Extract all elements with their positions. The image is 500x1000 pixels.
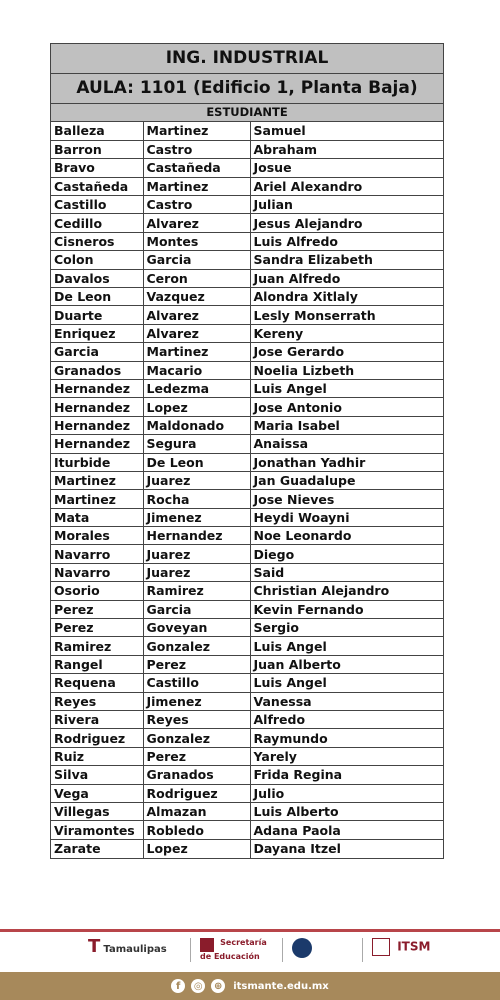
paternal-surname-cell: Hernandez [51, 435, 143, 453]
maternal-surname-cell: Reyes [143, 711, 250, 729]
table-row [51, 416, 443, 434]
instagram-icon[interactable]: ◎ [191, 979, 205, 993]
paternal-surname-cell: Barron [51, 140, 143, 158]
table-row [51, 839, 443, 857]
paternal-surname-cell: Requena [51, 674, 143, 692]
table-row [51, 729, 443, 747]
paternal-surname-cell: Martinez [51, 471, 143, 489]
maternal-surname-cell: Alvarez [143, 324, 250, 342]
logo-separator [282, 938, 283, 962]
paternal-surname-cell: Cedillo [51, 214, 143, 232]
paternal-surname-cell: Iturbide [51, 453, 143, 471]
maternal-surname-cell: Segura [143, 435, 250, 453]
given-name-cell: Kereny [250, 324, 443, 342]
table-row [51, 232, 443, 250]
table-row [51, 343, 443, 361]
maternal-surname-cell: Macario [143, 361, 250, 379]
website-link[interactable]: itsmante.edu.mx [233, 980, 329, 992]
paternal-surname-cell: Hernandez [51, 416, 143, 434]
given-name-cell: Sergio [250, 619, 443, 637]
table-row [51, 379, 443, 397]
paternal-surname-cell: Zarate [51, 839, 143, 857]
given-name-cell: Josue [250, 159, 443, 177]
paternal-surname-cell: Balleza [51, 122, 143, 140]
paternal-surname-cell: Perez [51, 600, 143, 618]
table-row [51, 747, 443, 765]
paternal-surname-cell: Ruiz [51, 747, 143, 765]
maternal-surname-cell: Rodriguez [143, 784, 250, 802]
facebook-icon[interactable]: f [171, 979, 185, 993]
given-name-cell: Said [250, 563, 443, 581]
paternal-surname-cell: Vega [51, 784, 143, 802]
paternal-surname-cell: Castillo [51, 196, 143, 214]
table-row [51, 821, 443, 839]
paternal-surname-cell: Navarro [51, 563, 143, 581]
maternal-surname-cell: Jimenez [143, 692, 250, 710]
logo-bar [0, 932, 500, 972]
paternal-surname-cell: Garcia [51, 343, 143, 361]
paternal-surname-cell: Colon [51, 251, 143, 269]
table-row [51, 655, 443, 673]
table-row [51, 196, 443, 214]
maternal-surname-cell: Gonzalez [143, 729, 250, 747]
given-name-cell: Lesly Monserrath [250, 306, 443, 324]
table-row [51, 784, 443, 802]
given-name-cell: Luis Angel [250, 379, 443, 397]
paternal-surname-cell: Osorio [51, 582, 143, 600]
paternal-surname-cell: Castañeda [51, 177, 143, 195]
given-name-cell: Noe Leonardo [250, 527, 443, 545]
given-name-cell: Jan Guadalupe [250, 471, 443, 489]
paternal-surname-cell: Viramontes [51, 821, 143, 839]
table-row [51, 619, 443, 637]
maternal-surname-cell: Alvarez [143, 214, 250, 232]
paternal-surname-cell: Rivera [51, 711, 143, 729]
table-row [51, 361, 443, 379]
given-name-cell: Ariel Alexandro [250, 177, 443, 195]
table-row [51, 214, 443, 232]
table-row [51, 251, 443, 269]
given-name-cell: Frida Regina [250, 766, 443, 784]
given-name-cell: Juan Alberto [250, 655, 443, 673]
given-name-cell: Kevin Fernando [250, 600, 443, 618]
paternal-surname-cell: Perez [51, 619, 143, 637]
paternal-surname-cell: Duarte [51, 306, 143, 324]
maternal-surname-cell: Martinez [143, 343, 250, 361]
paternal-surname-cell: Martinez [51, 490, 143, 508]
table-row [51, 324, 443, 342]
maternal-surname-cell: Castañeda [143, 159, 250, 177]
maternal-surname-cell: Perez [143, 655, 250, 673]
paternal-surname-cell: Silva [51, 766, 143, 784]
paternal-surname-cell: Ramirez [51, 637, 143, 655]
given-name-cell: Jose Nieves [250, 490, 443, 508]
table-row [51, 471, 443, 489]
student-list-sheet [50, 43, 444, 859]
maternal-surname-cell: Castro [143, 196, 250, 214]
given-name-cell: Yarely [250, 747, 443, 765]
table-row [51, 453, 443, 471]
table-row [51, 490, 443, 508]
table-row [51, 766, 443, 784]
maternal-surname-cell: Perez [143, 747, 250, 765]
maternal-surname-cell: Garcia [143, 600, 250, 618]
given-name-cell: Luis Angel [250, 674, 443, 692]
maternal-surname-cell: Granados [143, 766, 250, 784]
maternal-surname-cell: Juarez [143, 471, 250, 489]
paternal-surname-cell: Villegas [51, 802, 143, 820]
table-row [51, 140, 443, 158]
given-name-cell: Christian Alejandro [250, 582, 443, 600]
maternal-surname-cell: Martinez [143, 177, 250, 195]
paternal-surname-cell: Bravo [51, 159, 143, 177]
table-row [51, 269, 443, 287]
logo-separator [362, 938, 363, 962]
maternal-surname-cell: Ledezma [143, 379, 250, 397]
given-name-cell: Vanessa [250, 692, 443, 710]
secretaria-logo: Secretaría de Educación [200, 938, 267, 961]
maternal-surname-cell: Juarez [143, 563, 250, 581]
given-name-cell: Alfredo [250, 711, 443, 729]
maternal-surname-cell: Robledo [143, 821, 250, 839]
given-name-cell: Jose Antonio [250, 398, 443, 416]
given-name-cell: Maria Isabel [250, 416, 443, 434]
maternal-surname-cell: Jimenez [143, 508, 250, 526]
maternal-surname-cell: Hernandez [143, 527, 250, 545]
table-row [51, 545, 443, 563]
table-row [51, 177, 443, 195]
given-name-cell: Jose Gerardo [250, 343, 443, 361]
given-name-cell: Luis Alberto [250, 802, 443, 820]
tamaulipas-logo: T Tamaulipas [88, 936, 167, 957]
table-row [51, 563, 443, 581]
table-row [51, 674, 443, 692]
table-row [51, 398, 443, 416]
given-name-cell: Julian [250, 196, 443, 214]
given-name-cell: Samuel [250, 122, 443, 140]
paternal-surname-cell: Hernandez [51, 398, 143, 416]
maternal-surname-cell: Garcia [143, 251, 250, 269]
maternal-surname-cell: Rocha [143, 490, 250, 508]
given-name-cell: Abraham [250, 140, 443, 158]
maternal-surname-cell: Lopez [143, 398, 250, 416]
table-row [51, 122, 443, 140]
given-name-cell: Jesus Alejandro [250, 214, 443, 232]
maternal-surname-cell: Lopez [143, 839, 250, 857]
maternal-surname-cell: Almazan [143, 802, 250, 820]
table-row [51, 692, 443, 710]
given-name-cell: Adana Paola [250, 821, 443, 839]
table-row [51, 159, 443, 177]
paternal-surname-cell: Granados [51, 361, 143, 379]
given-name-cell: Luis Angel [250, 637, 443, 655]
tecnm-logo [292, 938, 312, 961]
program-title: ING. INDUSTRIAL [51, 44, 443, 74]
paternal-surname-cell: Rangel [51, 655, 143, 673]
paternal-surname-cell: Enriquez [51, 324, 143, 342]
given-name-cell: Raymundo [250, 729, 443, 747]
given-name-cell: Alondra Xitlaly [250, 288, 443, 306]
given-name-cell: Anaissa [250, 435, 443, 453]
room-title: AULA: 1101 (Edificio 1, Planta Baja) [51, 74, 443, 104]
maternal-surname-cell: Goveyan [143, 619, 250, 637]
logo-separator [190, 938, 191, 962]
table-row [51, 306, 443, 324]
given-name-cell: Jonathan Yadhir [250, 453, 443, 471]
paternal-surname-cell: Davalos [51, 269, 143, 287]
itsm-logo: ITSM [372, 938, 430, 956]
maternal-surname-cell: Castillo [143, 674, 250, 692]
given-name-cell: Heydi Woayni [250, 508, 443, 526]
table-row [51, 637, 443, 655]
maternal-surname-cell: Montes [143, 232, 250, 250]
maternal-surname-cell: Ceron [143, 269, 250, 287]
paternal-surname-cell: Mata [51, 508, 143, 526]
table-row [51, 582, 443, 600]
given-name-cell: Sandra Elizabeth [250, 251, 443, 269]
maternal-surname-cell: Gonzalez [143, 637, 250, 655]
table-row [51, 802, 443, 820]
paternal-surname-cell: De Leon [51, 288, 143, 306]
maternal-surname-cell: Vazquez [143, 288, 250, 306]
table-row [51, 527, 443, 545]
paternal-surname-cell: Cisneros [51, 232, 143, 250]
column-header-estudiante: ESTUDIANTE [51, 104, 443, 122]
given-name-cell: Diego [250, 545, 443, 563]
maternal-surname-cell: Alvarez [143, 306, 250, 324]
paternal-surname-cell: Reyes [51, 692, 143, 710]
maternal-surname-cell: Martinez [143, 122, 250, 140]
table-row [51, 288, 443, 306]
paternal-surname-cell: Navarro [51, 545, 143, 563]
footer-bar [0, 972, 500, 1000]
maternal-surname-cell: De Leon [143, 453, 250, 471]
given-name-cell: Julio [250, 784, 443, 802]
student-table [51, 122, 443, 858]
paternal-surname-cell: Hernandez [51, 379, 143, 397]
given-name-cell: Dayana Itzel [253, 841, 341, 857]
web-icon[interactable]: ⊕ [211, 979, 225, 993]
given-name-cell: Juan Alfredo [250, 269, 443, 287]
maternal-surname-cell: Maldonado [143, 416, 250, 434]
given-name-cell: Noelia Lizbeth [250, 361, 443, 379]
table-row [51, 435, 443, 453]
table-row [51, 711, 443, 729]
maternal-surname-cell: Ramirez [143, 582, 250, 600]
table-row [51, 600, 443, 618]
table-row [51, 508, 443, 526]
given-name-cell: Luis Alfredo [250, 232, 443, 250]
maternal-surname-cell: Juarez [143, 545, 250, 563]
maternal-surname-cell: Castro [143, 140, 250, 158]
paternal-surname-cell: Morales [51, 527, 143, 545]
paternal-surname-cell: Rodriguez [51, 729, 143, 747]
